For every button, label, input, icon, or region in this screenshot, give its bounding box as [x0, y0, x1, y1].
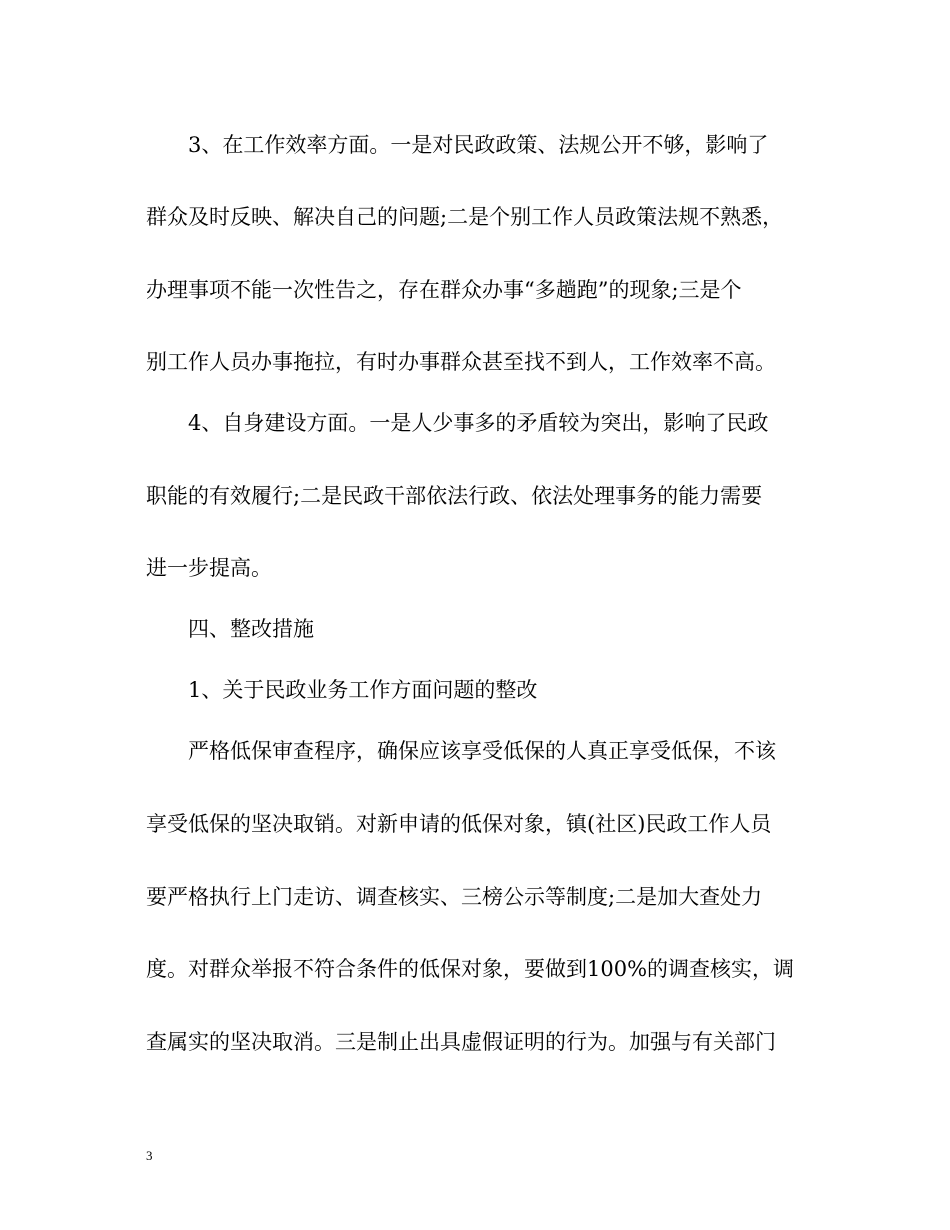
paragraph-line: 严格低保审查程序，确保应该享受低保的人真正享受低保，不该 — [188, 739, 776, 763]
paragraph-line: 办理事项不能一次性告之，存在群众办事“多趟跑”的现象;三是个 — [146, 278, 742, 302]
paragraph-line: 度。对群众举报不符合条件的低保对象，要做到100%的调查核实，调 — [146, 957, 795, 981]
paragraph-line: 群众及时反映、解决自己的问题;二是个别工作人员政策法规不熟悉， — [146, 205, 784, 229]
paragraph-line: 别工作人员办事拖拉，有时办事群众甚至找不到人，工作效率不高。 — [146, 350, 776, 374]
subsection-heading: 1、关于民政业务工作方面问题的整改 — [188, 678, 538, 702]
paragraph-line: 要严格执行上门走访、调查核实、三榜公示等制度;二是加大查处力 — [146, 885, 763, 909]
page-number: 3 — [146, 1148, 153, 1163]
paragraph-line: 查属实的坚决取消。三是制止出具虚假证明的行为。加强与有关部门 — [146, 1030, 776, 1054]
paragraph-line: 3、在工作效率方面。一是对民政政策、法规公开不够，影响了 — [188, 133, 769, 157]
section-heading: 四、整改措施 — [188, 617, 314, 641]
paragraph-line: 享受低保的坚决取销。对新申请的低保对象，镇(社区)民政工作人员 — [146, 812, 772, 836]
paragraph-line: 职能的有效履行;二是民政干部依法行政、依法处理事务的能力需要 — [146, 484, 763, 508]
paragraph-line: 4、自身建设方面。一是人少事多的矛盾较为突出，影响了民政 — [188, 411, 769, 435]
paragraph-line: 进一步提高。 — [146, 556, 272, 580]
